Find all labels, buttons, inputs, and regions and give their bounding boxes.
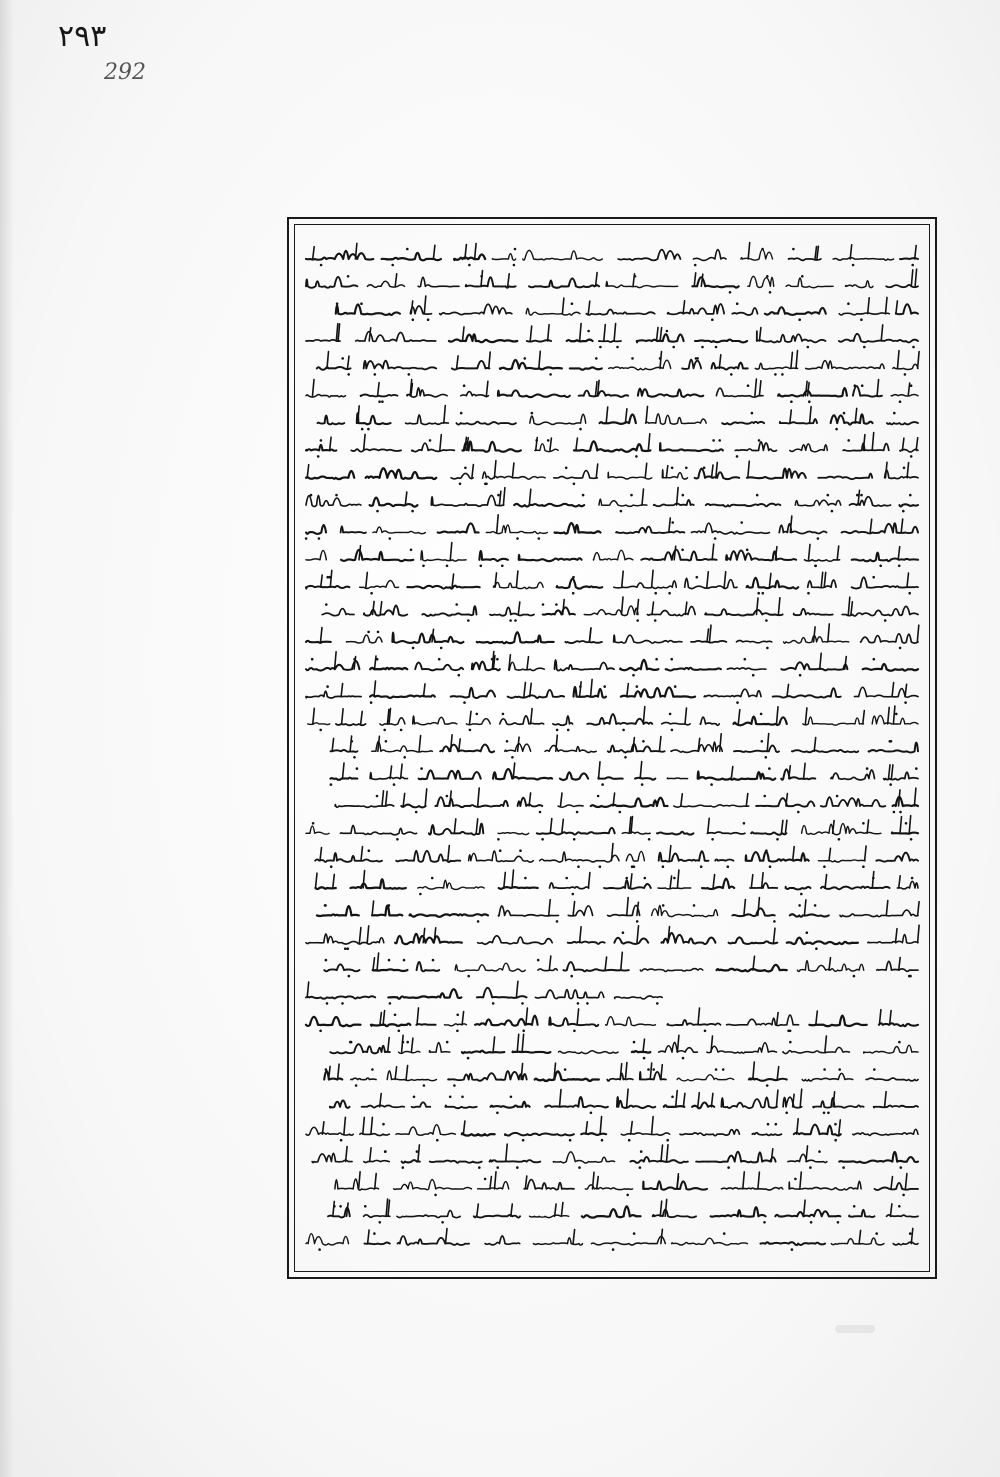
script-line: [306, 679, 918, 704]
script-line: [322, 597, 918, 622]
script-line: [330, 1089, 918, 1114]
script-line: [306, 652, 918, 677]
script-line: [335, 788, 918, 813]
binding-gutter-shadow: [0, 0, 14, 1477]
script-line: [306, 461, 918, 485]
script-line: [336, 296, 918, 321]
script-line: [324, 952, 918, 977]
script-line: [335, 1172, 918, 1196]
script-line: [306, 433, 918, 458]
script-line: [331, 734, 919, 759]
script-line: [306, 269, 918, 293]
folio-number-latin: 292: [104, 60, 146, 85]
script-line: [317, 351, 919, 376]
script-line: [316, 870, 919, 895]
script-line: [306, 570, 918, 594]
script-line: [305, 515, 918, 540]
script-line: [306, 816, 918, 841]
script-line: [306, 543, 918, 568]
script-line: [317, 898, 919, 923]
script-line: [306, 488, 918, 513]
script-line: [328, 1199, 918, 1224]
script-line: [324, 1062, 918, 1087]
script-line: [306, 243, 918, 267]
script-line: [306, 324, 918, 349]
script-line: [330, 1034, 918, 1059]
script-line: [318, 406, 919, 431]
script-line: [306, 1228, 918, 1250]
script-line: [306, 624, 919, 649]
script-line: [330, 762, 918, 786]
script-line: [306, 1008, 918, 1032]
margin-smudge: [835, 1325, 875, 1333]
script-line: [306, 925, 919, 950]
handwritten-script-image: [298, 228, 926, 1268]
script-line: [315, 844, 918, 869]
script-line: [308, 706, 918, 731]
folio-number-arabic: ٢٩٣: [58, 19, 107, 54]
script-line: [306, 1117, 918, 1142]
script-line: [306, 379, 918, 403]
script-line: [306, 981, 662, 1004]
manuscript-text-block: [298, 228, 926, 1268]
script-line: [312, 1144, 918, 1169]
